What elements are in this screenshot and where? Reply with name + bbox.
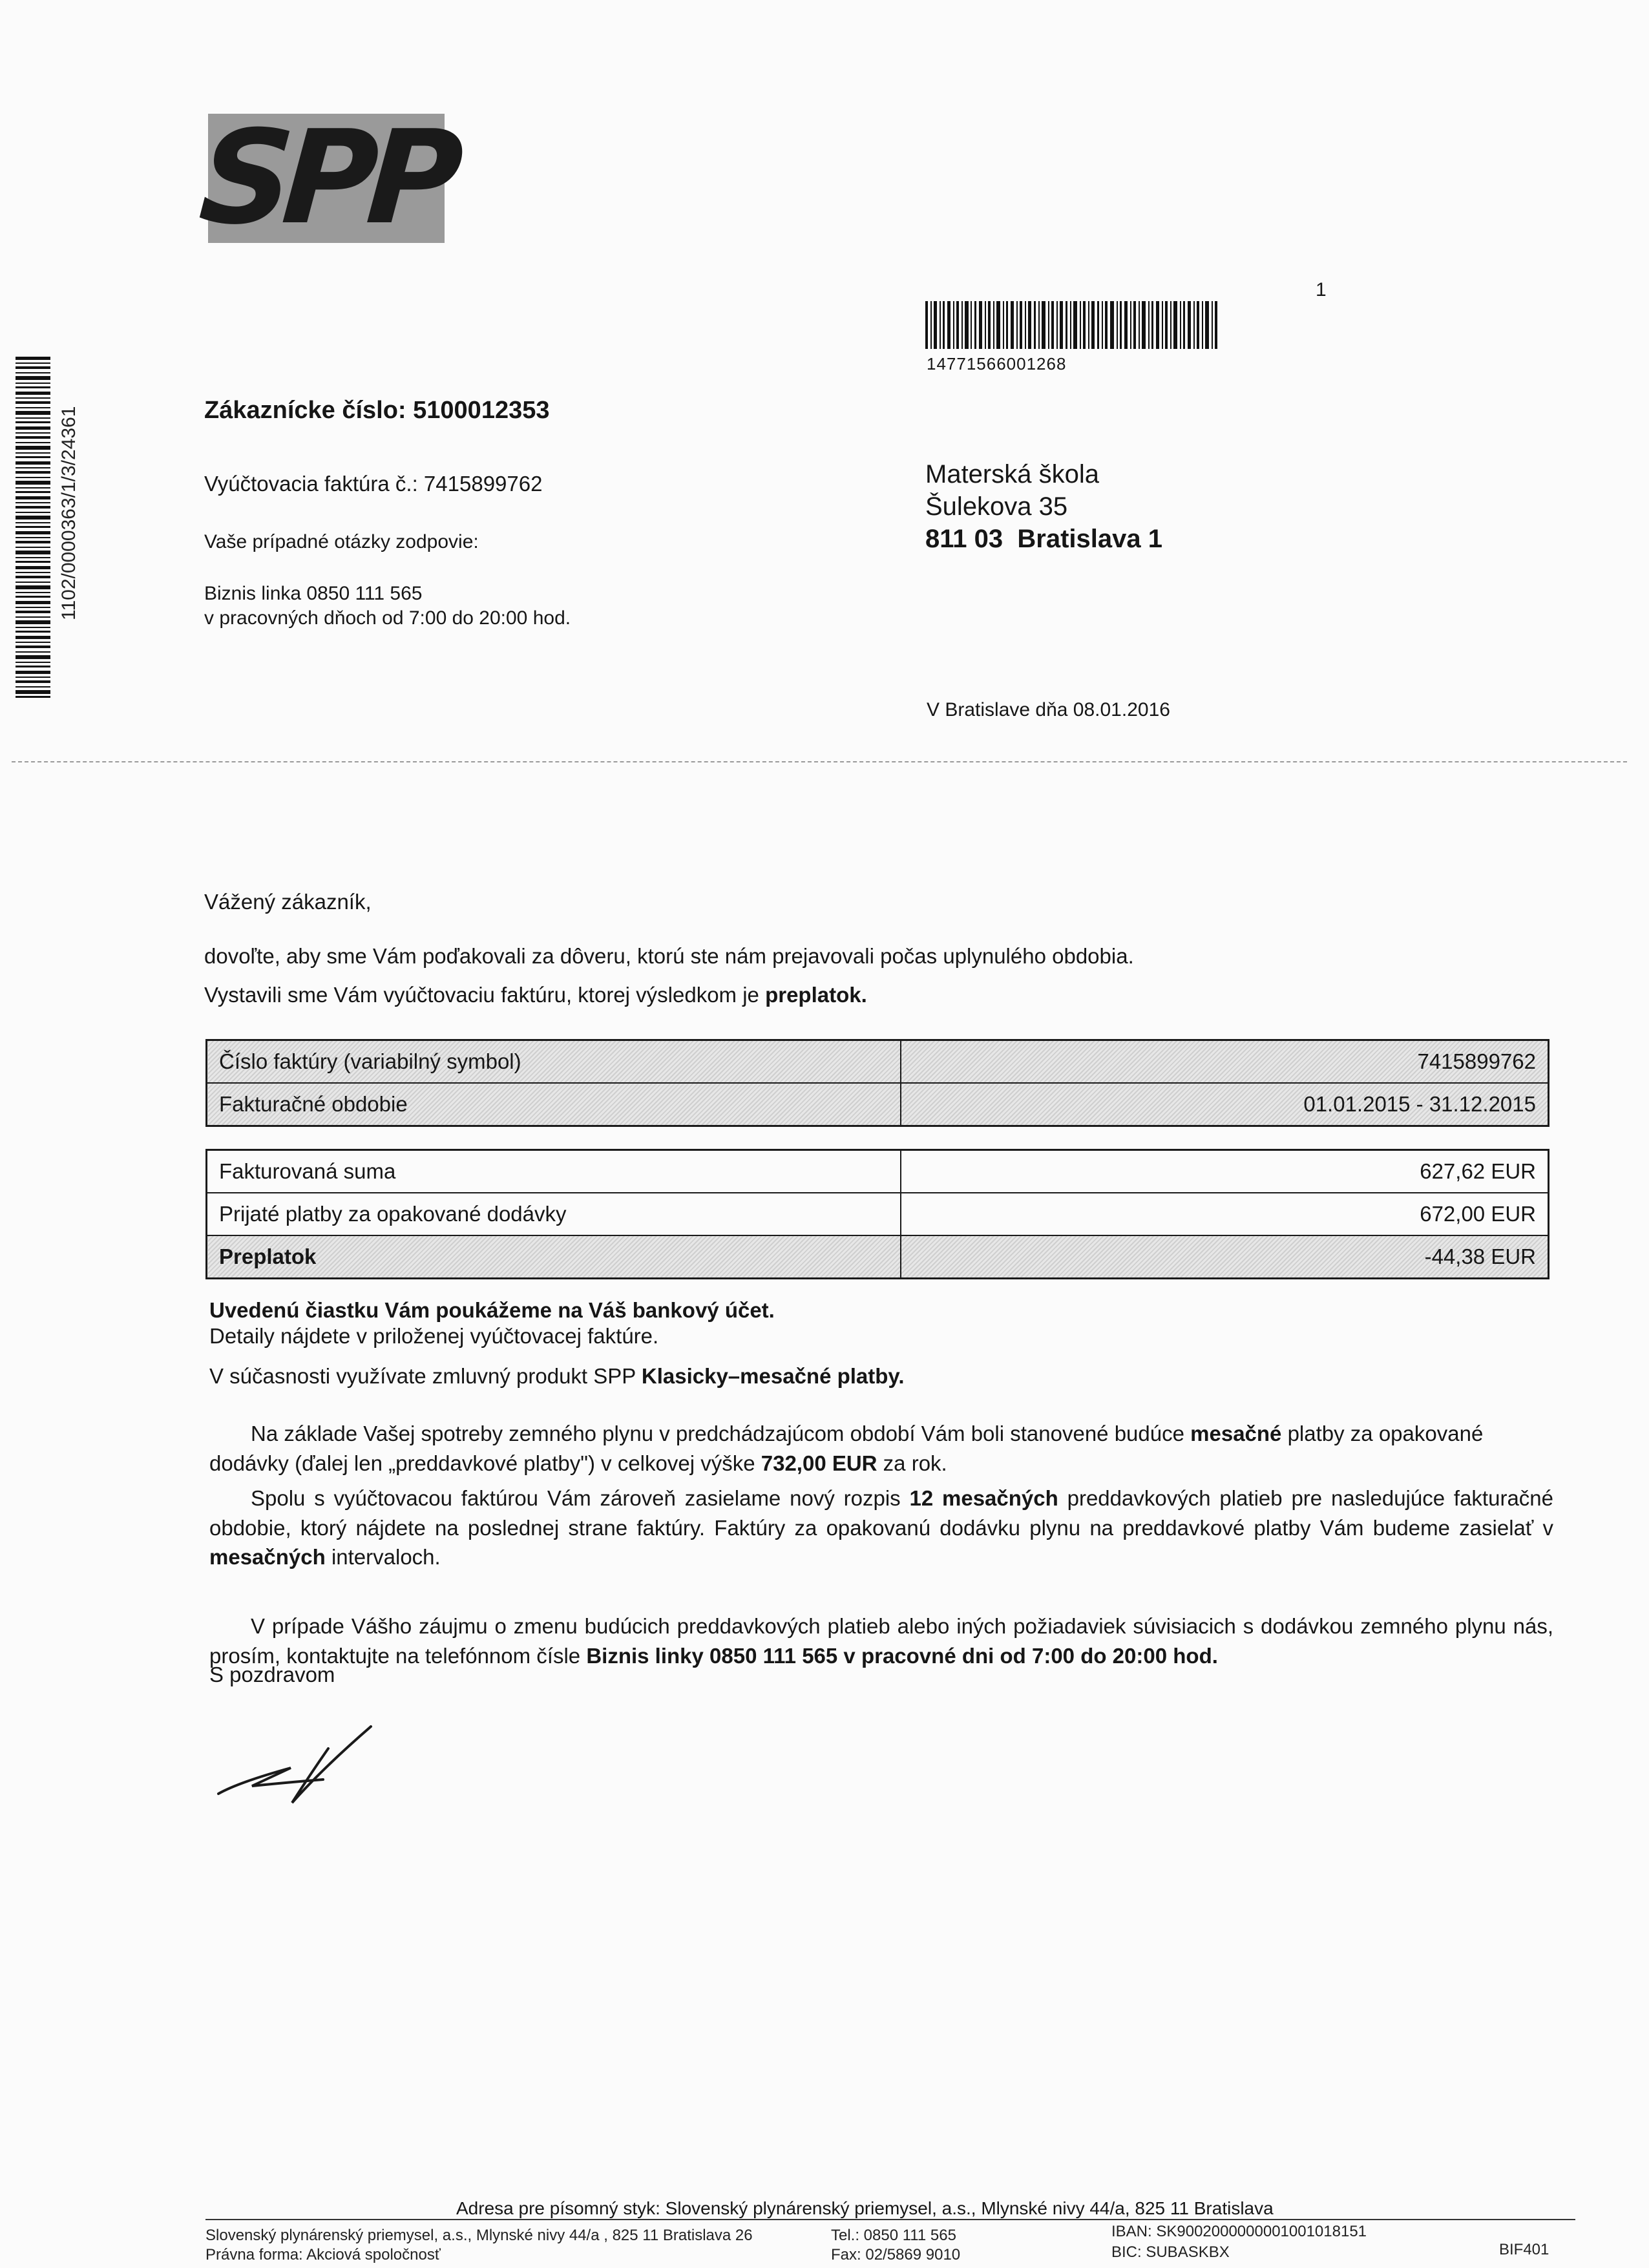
hotline-hours: v pracovných dňoch od 7:00 do 20:00 hod. xyxy=(204,607,571,629)
fold-line xyxy=(12,761,1627,762)
table-row xyxy=(207,1083,1549,1126)
table-row xyxy=(207,1193,1549,1235)
text: intervaloch. xyxy=(325,1545,441,1570)
details-note: Detaily nájdete v priloženej vyúčtovacej faktúre. xyxy=(209,1324,659,1348)
paragraph-contact xyxy=(209,1612,1553,1670)
table-row xyxy=(207,1150,1549,1193)
letter-paragraph-2 xyxy=(204,981,867,1010)
footer-iban: IBAN: SK9002000000001001018151 xyxy=(1111,2223,1367,2240)
footer-company: Slovenský plynárenský priemysel, a.s., Mlynské nivy 44/a , 825 11 Bratislava 26 xyxy=(205,2227,753,2244)
date-line: V Bratislave dňa 08.01.2016 xyxy=(927,699,1170,720)
signature xyxy=(213,1723,381,1807)
table-cell-label: Fakturovaná suma xyxy=(207,1150,901,1193)
footer-bic: BIC: SUBASKBX xyxy=(1111,2243,1230,2261)
hotline: Biznis linka 0850 111 565 xyxy=(204,583,423,604)
logo-text: SPP xyxy=(195,103,457,253)
paragraph-monthly xyxy=(209,1419,1553,1478)
table-cell-value: 01.01.2015 - 31.12.2015 xyxy=(901,1083,1548,1126)
text: platby za opakované dodávky (ďalej len „preddavkové platby") v celkovej výške xyxy=(209,1422,1484,1475)
footer-address: Adresa pre písomný styk: Slovenský plynárenský priemysel, a.s., Mlynské nivy 44/a, 825 11 Bratislava xyxy=(456,2198,1274,2218)
table-cell-value: 627,62 EUR xyxy=(901,1150,1548,1193)
text: Spolu s vyúčtovacou faktúrou Vám zároveň zasielame nový rozpis xyxy=(251,1486,910,1510)
questions-line: Vaše prípadné otázky zodpovie: xyxy=(204,531,479,552)
table-cell-value: 7415899762 xyxy=(901,1040,1548,1084)
invoice-info-table xyxy=(205,1039,1549,1127)
recipient-city: 811 03 Bratislava 1 xyxy=(925,525,1162,553)
text: V prípade Vášho záujmu o zmenu budúcich preddavkových platieb alebo iných požiadaviek súvisiacich s dodávkou zemného plynu nás, prosím, kontaktujte na telefónnom čísle xyxy=(209,1614,1553,1668)
page-number: 1 xyxy=(1316,279,1327,300)
side-code: 1102/0000363/1/3/24361 xyxy=(58,406,79,620)
text-bold: Biznis linky 0850 111 565 v pracovné dni od 7:00 do 20:00 hod. xyxy=(586,1643,1218,1668)
footer-divider xyxy=(205,2219,1575,2220)
spp-logo xyxy=(195,103,457,253)
product-line xyxy=(209,1362,905,1391)
text-bold: mesačné xyxy=(1190,1422,1282,1445)
footer-fax: Fax: 02/5869 9010 xyxy=(831,2246,961,2263)
invoice-number: Vyúčtovacia faktúra č.: 7415899762 xyxy=(204,472,543,496)
text-bold: mesačných xyxy=(209,1545,326,1570)
product-text: V súčasnosti využívate zmluvný produkt SPP xyxy=(209,1364,642,1388)
text: preddavkových platieb pre nasledujúce fakturačné obdobie, ktorý nájdete na poslednej strane faktúry. Faktúry za opakovanú dodávku plynu na preddavkové platby Vám budeme zasielať v xyxy=(209,1486,1554,1540)
p2-bold: preplatok. xyxy=(765,983,867,1007)
text: za rok. xyxy=(877,1451,947,1475)
barcode-number: 14771566001268 xyxy=(927,354,1067,373)
text-bold: 732,00 EUR xyxy=(761,1451,877,1475)
text: Na základe Vašej spotreby zemného plynu v predchádzajúcom období Vám boli stanovené budúce xyxy=(251,1422,1191,1445)
table-cell-label: Prijaté platby za opakované dodávky xyxy=(207,1193,901,1235)
table-row xyxy=(207,1040,1549,1084)
amounts-table xyxy=(205,1149,1549,1279)
salutation: Vážený zákazník, xyxy=(204,890,372,914)
footer-legal-form: Právna forma: Akciová spoločnosť xyxy=(205,2246,441,2263)
letter-paragraph-1: dovoľte, aby sme Vám poďakovali za dôveru, ktorú ste nám prejavovali počas uplynulého obdobia. xyxy=(204,944,1134,968)
footer-code: BIF401 xyxy=(1499,2241,1549,2258)
barcode-side xyxy=(16,357,50,698)
paragraph-schedule xyxy=(209,1484,1553,1572)
table-cell-value: 672,00 EUR xyxy=(901,1193,1548,1235)
recipient-name: Materská škola xyxy=(925,460,1099,488)
product-name: Klasicky–mesačné platby. xyxy=(641,1364,905,1388)
table-row xyxy=(207,1235,1549,1279)
table-cell-label: Preplatok xyxy=(207,1235,901,1279)
table-cell-value: -44,38 EUR xyxy=(901,1235,1548,1279)
customer-number: Zákaznícke číslo: 5100012353 xyxy=(204,397,550,424)
recipient-street: Šulekova 35 xyxy=(925,492,1068,521)
text-bold: 12 mesačných xyxy=(909,1486,1058,1510)
barcode-top xyxy=(925,301,1220,349)
refund-notice: Uvedenú čiastku Vám poukážeme na Váš bankový účet. xyxy=(209,1298,775,1322)
closing: S pozdravom xyxy=(209,1663,335,1686)
table-cell-label: Fakturačné obdobie xyxy=(207,1083,901,1126)
table-cell-label: Číslo faktúry (variabilný symbol) xyxy=(207,1040,901,1084)
footer-tel: Tel.: 0850 111 565 xyxy=(831,2227,956,2244)
p2-text: Vystavili sme Vám vyúčtovaciu faktúru, ktorej výsledkom je xyxy=(204,983,766,1007)
